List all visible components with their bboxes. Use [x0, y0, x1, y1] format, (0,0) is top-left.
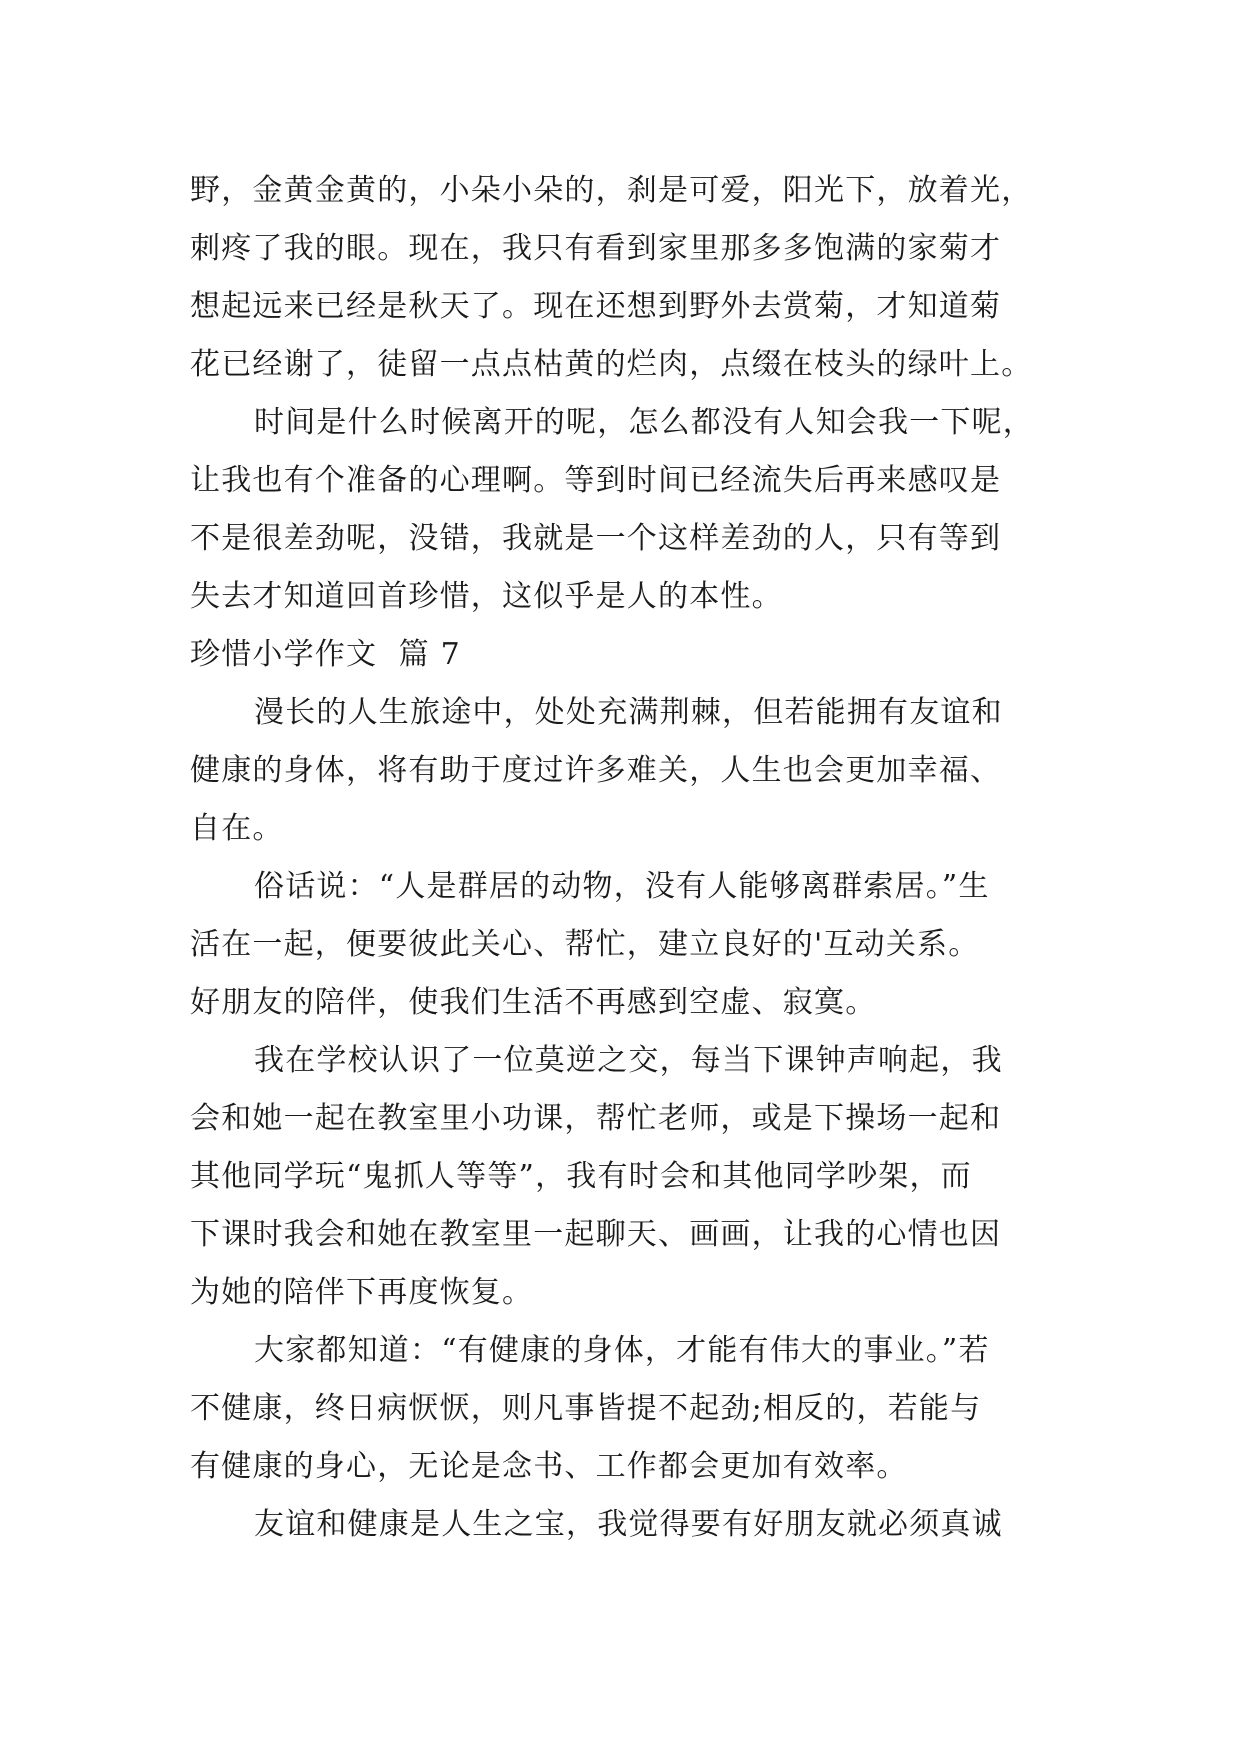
text-line: 有健康的身心，无论是念书、工作都会更加有效率。 — [190, 1449, 908, 1484]
text-line: 会和她一起在教室里小功课，帮忙老师，或是下操场一起和 — [190, 1101, 1002, 1136]
text-line: 活在一起，便要彼此关心、帮忙，建立良好的'互动关系。 — [190, 927, 980, 962]
text-line: 不是很差劲呢，没错，我就是一个这样差劲的人，只有等到 — [190, 521, 1002, 556]
text-line: 友谊和健康是人生之宝，我觉得要有好朋友就必须真诚 — [254, 1507, 1003, 1542]
text-line: 大家都知道：“有健康的身体，才能有伟大的事业。”若 — [254, 1333, 990, 1368]
text-line: 时间是什么时候离开的呢，怎么都没有人知会我一下呢， — [254, 405, 1034, 440]
text-line: 让我也有个准备的心理啊。等到时间已经流失后再来感叹是 — [190, 463, 1002, 498]
text-line: 为她的陪伴下再度恢复。 — [190, 1275, 534, 1310]
text-line: 我在学校认识了一位莫逆之交，每当下课钟声响起，我 — [254, 1043, 1003, 1078]
text-line: 健康的身体，将有助于度过许多难关，人生也会更加幸福、 — [190, 753, 1002, 788]
text-line: 刺疼了我的眼。现在，我只有看到家里那多多饱满的家菊才 — [190, 231, 1002, 266]
document-body — [190, 162, 1070, 1554]
text-line: 好朋友的陪伴，使我们生活不再感到空虚、寂寞。 — [190, 985, 877, 1020]
text-line: 不健康，终日病恹恹，则凡事皆提不起劲;相反的，若能与 — [190, 1391, 982, 1426]
text-line: 花已经谢了，徒留一点点枯黄的烂肉，点缀在枝头的绿叶上。 — [190, 347, 1033, 382]
text-line: 野，金黄金黄的，小朵小朵的，刹是可爱，阳光下，放着光， — [190, 173, 1033, 208]
text-line: 其他同学玩“鬼抓人等等”，我有时会和其他同学吵架，而 — [190, 1159, 972, 1194]
text-line: 自在。 — [190, 811, 284, 846]
text-line: 想起远来已经是秋天了。现在还想到野外去赏菊，才知道菊 — [190, 289, 1002, 324]
text-line: 下课时我会和她在教室里一起聊天、画画，让我的心情也因 — [190, 1217, 1002, 1252]
text-line: 漫长的人生旅途中，处处充满荆棘，但若能拥有友谊和 — [254, 695, 1003, 730]
section-heading: 珍惜小学作文 篇 7 — [190, 637, 461, 672]
text-line: 失去才知道回首珍惜，这似乎是人的本性。 — [190, 579, 783, 614]
text-line: 俗话说：“人是群居的动物，没有人能够离群索居。”生 — [254, 869, 990, 904]
